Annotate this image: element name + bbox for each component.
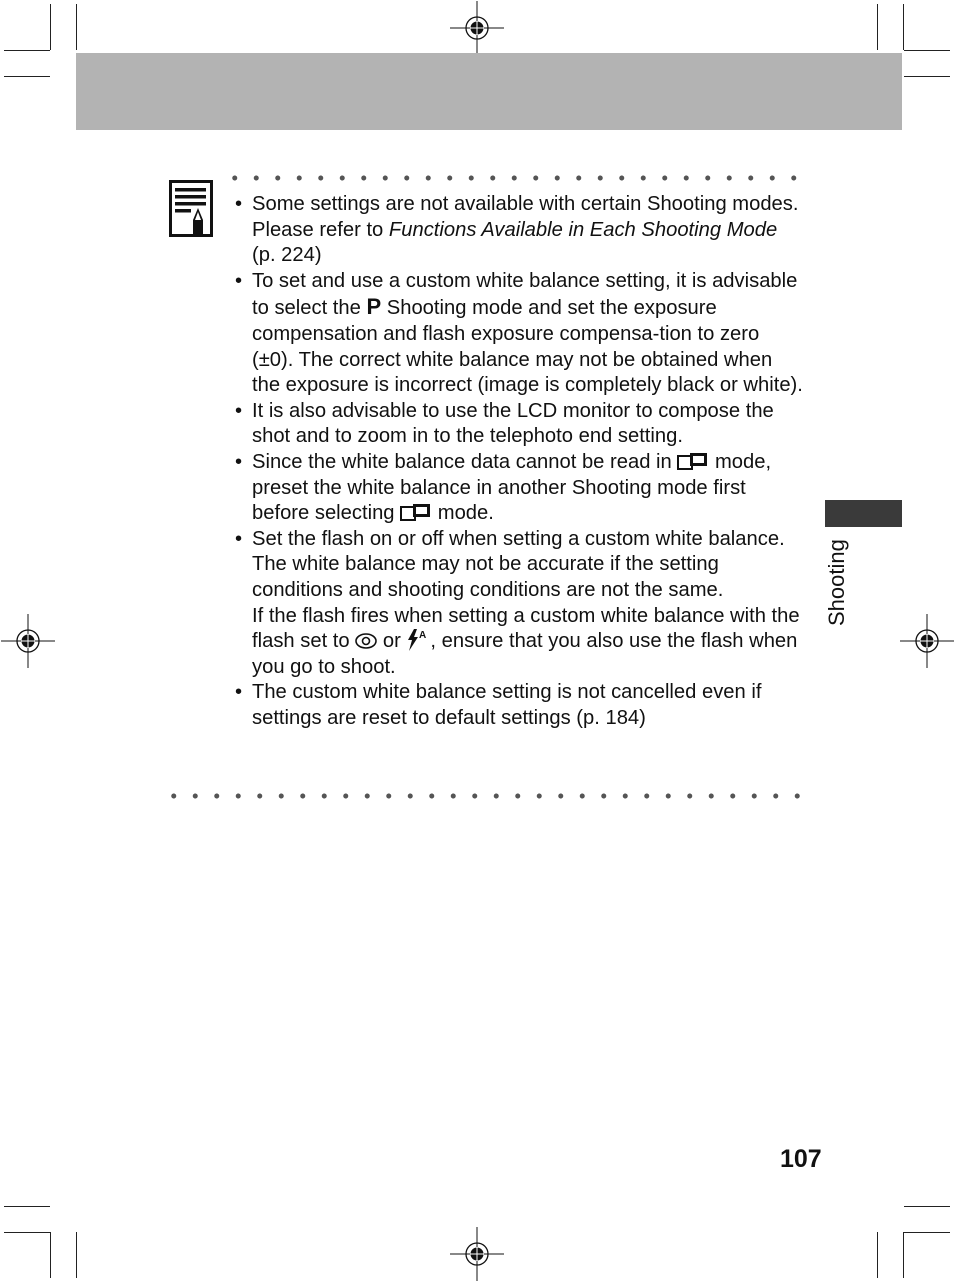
dotted-rule-bottom	[163, 792, 804, 800]
crop-mark	[76, 1232, 77, 1278]
crop-mark	[4, 1206, 50, 1207]
crop-mark	[903, 1232, 904, 1278]
crop-mark	[50, 4, 51, 50]
registration-mark-icon	[450, 1227, 504, 1281]
red-eye-icon	[355, 633, 377, 649]
note-item: • To set and use a custom white balance setting, it is advisable to select the P Shooting mode and set the exposure compensation and flash exposure compensa-tion to zero (±0). The correct white balance may not be obtained when the exposure is incorrect (image is completely black or white).	[235, 269, 803, 399]
section-label: Shooting	[824, 539, 849, 626]
notes-list	[235, 192, 803, 731]
program-mode-icon: P	[366, 294, 382, 320]
note-pencil-icon	[169, 180, 215, 238]
dotted-rule-top	[224, 174, 804, 182]
crop-mark	[4, 50, 50, 51]
header-band	[76, 53, 902, 130]
crop-mark	[76, 4, 77, 50]
crop-mark	[50, 1232, 51, 1278]
reference-title: Functions Available in Each Shooting Mode	[388, 218, 778, 241]
registration-mark-icon	[900, 614, 954, 668]
registration-mark-icon	[1, 614, 55, 668]
note-item: • Some settings are not available with certain Shooting modes. Please refer to Functions Available in Each Shooting Mode (p. 224)	[235, 192, 803, 269]
crop-mark	[877, 4, 878, 50]
page-number: 107	[780, 1145, 822, 1173]
note-item: • It is also advisable to use the LCD monitor to compose the shot and to zoom in to the telephoto end setting.	[235, 399, 803, 450]
note-item: • The custom white balance setting is not cancelled even if settings are reset to default settings (p. 184)	[235, 680, 803, 731]
registration-mark-icon	[450, 1, 504, 55]
flash-auto-icon	[406, 629, 430, 651]
crop-mark	[904, 50, 950, 51]
stitch-assist-icon	[400, 502, 432, 522]
crop-mark	[877, 1232, 878, 1278]
svg-text:A: A	[419, 630, 427, 642]
note-item: • Set the flash on or off when setting a custom white balance. The white balance may not be accurate if the setting conditions and shooting conditions are not the same. If the flash fires when setting a custom white balance with the flash set to or A , ensure that you also use the flash when you go to shoot.	[235, 527, 803, 681]
crop-mark	[4, 76, 50, 77]
crop-mark	[903, 4, 904, 50]
crop-mark	[904, 1206, 950, 1207]
crop-mark	[904, 1232, 950, 1233]
crop-mark	[4, 1232, 50, 1233]
note-item: • Since the white balance data cannot be read in mode, preset the white balance in another Shooting mode first before selecting mode.	[235, 450, 803, 527]
stitch-assist-icon	[677, 451, 709, 471]
crop-mark	[904, 76, 950, 77]
section-tab	[825, 500, 902, 527]
